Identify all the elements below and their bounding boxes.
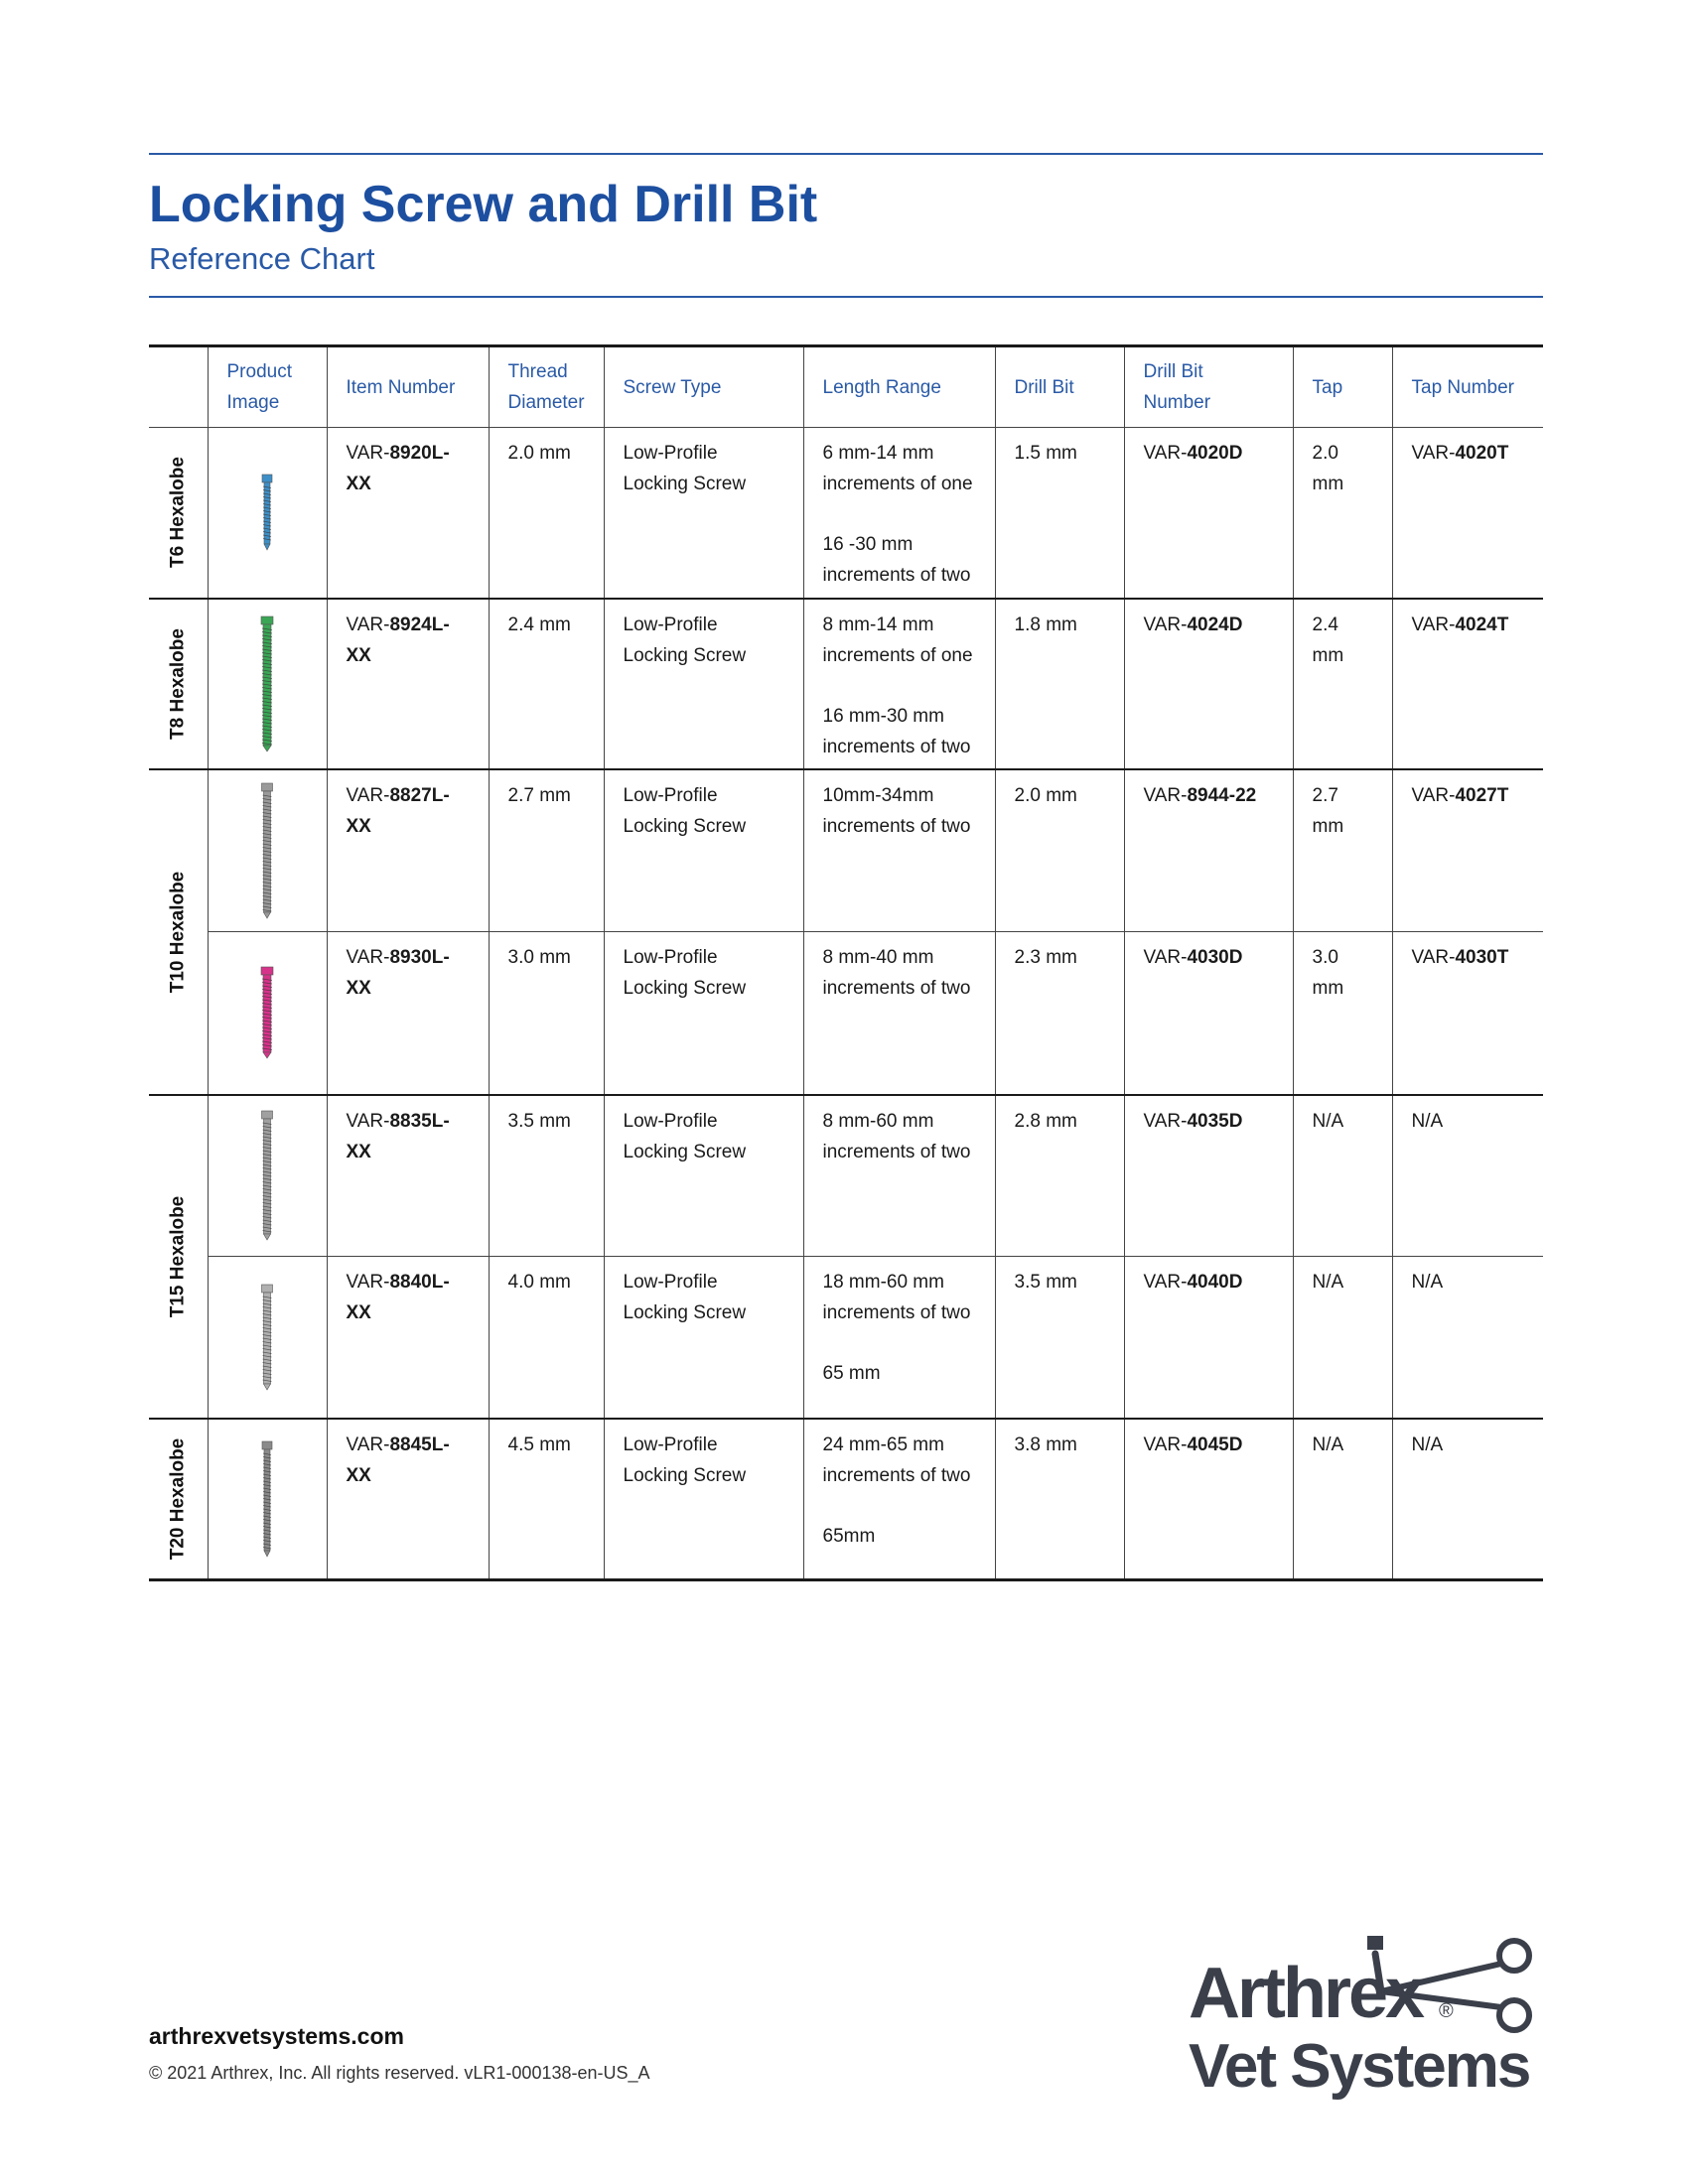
thread-diameter-cell: 4.5 mm	[489, 1419, 604, 1580]
group-label: T8 Hexalobe	[167, 627, 189, 740]
table-row	[149, 428, 1543, 599]
tap-number-cell: VAR-4030T	[1392, 932, 1543, 1095]
table-header-row	[149, 346, 1543, 428]
item-number-cell: VAR-8835L-XX	[327, 1095, 489, 1257]
table-row	[149, 599, 1543, 769]
drill-bit-cell: 2.0 mm	[995, 769, 1124, 932]
header-length-range: Length Range	[803, 346, 995, 428]
group-cell	[149, 599, 208, 769]
drill-bit-cell: 1.5 mm	[995, 428, 1124, 599]
group-cell	[149, 428, 208, 599]
thread-diameter-cell: 2.4 mm	[489, 599, 604, 769]
screw-type-cell: Low-Profile Locking Screw	[604, 1419, 803, 1580]
tap-number-cell: VAR-4020T	[1392, 428, 1543, 599]
table-row	[149, 1419, 1543, 1580]
screw-type-cell: Low-Profile Locking Screw	[604, 1257, 803, 1419]
drill-bit-number-cell: VAR-4024D	[1124, 599, 1293, 769]
item-number-cell: VAR-8930L-XX	[327, 932, 489, 1095]
drill-bit-number-cell: VAR-4030D	[1124, 932, 1293, 1095]
screw-type-cell: Low-Profile Locking Screw	[604, 769, 803, 932]
screw-type-cell: Low-Profile Locking Screw	[604, 428, 803, 599]
logo-line2: Vet Systems	[1189, 2032, 1530, 2101]
table-row	[149, 1095, 1543, 1257]
product-image-cell	[208, 932, 327, 1095]
header-screw-type: Screw Type	[604, 346, 803, 428]
top-rule	[149, 153, 1543, 155]
tap-cell: 2.0 mm	[1293, 428, 1392, 599]
logo-registered: ®	[1439, 2000, 1454, 2022]
length-range-cell: 10mm-34mm increments of two	[803, 769, 995, 932]
tap-number-cell: N/A	[1392, 1257, 1543, 1419]
item-number-cell: VAR-8827L-XX	[327, 769, 489, 932]
length-range-cell: 8 mm-14 mm increments of one 16 mm-30 mm increments of two	[803, 599, 995, 769]
drill-bit-number-cell: VAR-8944-22	[1124, 769, 1293, 932]
drill-bit-cell: 2.3 mm	[995, 932, 1124, 1095]
screw-image	[252, 610, 282, 758]
screw-image	[252, 1425, 282, 1573]
screw-type-cell: Low-Profile Locking Screw	[604, 1095, 803, 1257]
header-thread-diameter: Thread Diameter	[489, 346, 604, 428]
drill-bit-number-cell: VAR-4035D	[1124, 1095, 1293, 1257]
page-subtitle: Reference Chart	[149, 241, 375, 276]
tap-cell: N/A	[1293, 1095, 1392, 1257]
group-cell	[149, 1095, 208, 1419]
header-group	[149, 346, 208, 428]
group-label: T20 Hexalobe	[167, 1437, 189, 1560]
table-row	[149, 932, 1543, 1095]
product-image-cell	[208, 1095, 327, 1257]
drill-bit-cell: 3.5 mm	[995, 1257, 1124, 1419]
tap-cell: 3.0 mm	[1293, 932, 1392, 1095]
group-cell	[149, 769, 208, 1095]
thread-diameter-cell: 4.0 mm	[489, 1257, 604, 1419]
thread-diameter-cell: 3.0 mm	[489, 932, 604, 1095]
product-image-cell	[208, 599, 327, 769]
tap-cell: N/A	[1293, 1257, 1392, 1419]
table-row	[149, 769, 1543, 932]
header-rule	[149, 296, 1543, 298]
drill-bit-cell: 3.8 mm	[995, 1419, 1124, 1580]
drill-bit-number-cell: VAR-4040D	[1124, 1257, 1293, 1419]
product-image-cell	[208, 1257, 327, 1419]
table-row	[149, 1257, 1543, 1419]
item-number-cell: VAR-8920L-XX	[327, 428, 489, 599]
header-product-image: Product Image	[208, 346, 327, 428]
logo-line1: Arthrex	[1189, 1954, 1423, 2033]
screw-image	[252, 438, 282, 587]
group-label: T15 Hexalobe	[167, 1195, 189, 1317]
screw-image	[252, 776, 282, 925]
group-cell	[149, 1419, 208, 1580]
screw-image	[252, 1101, 282, 1250]
thread-diameter-cell: 2.7 mm	[489, 769, 604, 932]
item-number-cell: VAR-8845L-XX	[327, 1419, 489, 1580]
screw-image	[252, 938, 282, 1087]
tap-cell: 2.4 mm	[1293, 599, 1392, 769]
length-range-cell: 6 mm-14 mm increments of one 16 -30 mm increments of two	[803, 428, 995, 599]
header-item-number: Item Number	[327, 346, 489, 428]
footer-copyright: © 2021 Arthrex, Inc. All rights reserved. vLR1-000138-en-US_A	[149, 2063, 650, 2083]
product-image-cell	[208, 428, 327, 599]
thread-diameter-cell: 2.0 mm	[489, 428, 604, 599]
tap-number-cell: VAR-4024T	[1392, 599, 1543, 769]
screw-type-cell: Low-Profile Locking Screw	[604, 599, 803, 769]
length-range-cell: 8 mm-60 mm increments of two	[803, 1095, 995, 1257]
footer-website-link[interactable]: arthrexvetsystems.com	[149, 2023, 404, 2049]
tap-number-cell: N/A	[1392, 1419, 1543, 1580]
screw-image	[252, 1263, 282, 1412]
thread-diameter-cell: 3.5 mm	[489, 1095, 604, 1257]
drill-bit-cell: 1.8 mm	[995, 599, 1124, 769]
page-title: Locking Screw and Drill Bit	[149, 176, 818, 233]
screw-type-cell: Low-Profile Locking Screw	[604, 932, 803, 1095]
group-label: T10 Hexalobe	[167, 871, 189, 993]
length-range-cell: 24 mm-65 mm increments of two 65mm	[803, 1419, 995, 1580]
product-image-cell	[208, 1419, 327, 1580]
reference-table	[149, 344, 1543, 1581]
item-number-cell: VAR-8924L-XX	[327, 599, 489, 769]
tap-cell: 2.7 mm	[1293, 769, 1392, 932]
header-tap: Tap	[1293, 346, 1392, 428]
group-label: T6 Hexalobe	[167, 457, 189, 569]
drill-bit-number-cell: VAR-4045D	[1124, 1419, 1293, 1580]
tap-cell: N/A	[1293, 1419, 1392, 1580]
item-number-cell: VAR-8840L-XX	[327, 1257, 489, 1419]
tap-number-cell: N/A	[1392, 1095, 1543, 1257]
document-page	[149, 0, 1543, 2184]
tap-number-cell: VAR-4027T	[1392, 769, 1543, 932]
arthrex-vet-systems-logo	[1187, 1910, 1544, 2109]
length-range-cell: 18 mm-60 mm increments of two 65 mm	[803, 1257, 995, 1419]
header-drill-bit-number: Drill Bit Number	[1124, 346, 1293, 428]
drill-bit-number-cell: VAR-4020D	[1124, 428, 1293, 599]
header-tap-number: Tap Number	[1392, 346, 1543, 428]
drill-bit-cell: 2.8 mm	[995, 1095, 1124, 1257]
product-image-cell	[208, 769, 327, 932]
header-drill-bit: Drill Bit	[995, 346, 1124, 428]
length-range-cell: 8 mm-40 mm increments of two	[803, 932, 995, 1095]
